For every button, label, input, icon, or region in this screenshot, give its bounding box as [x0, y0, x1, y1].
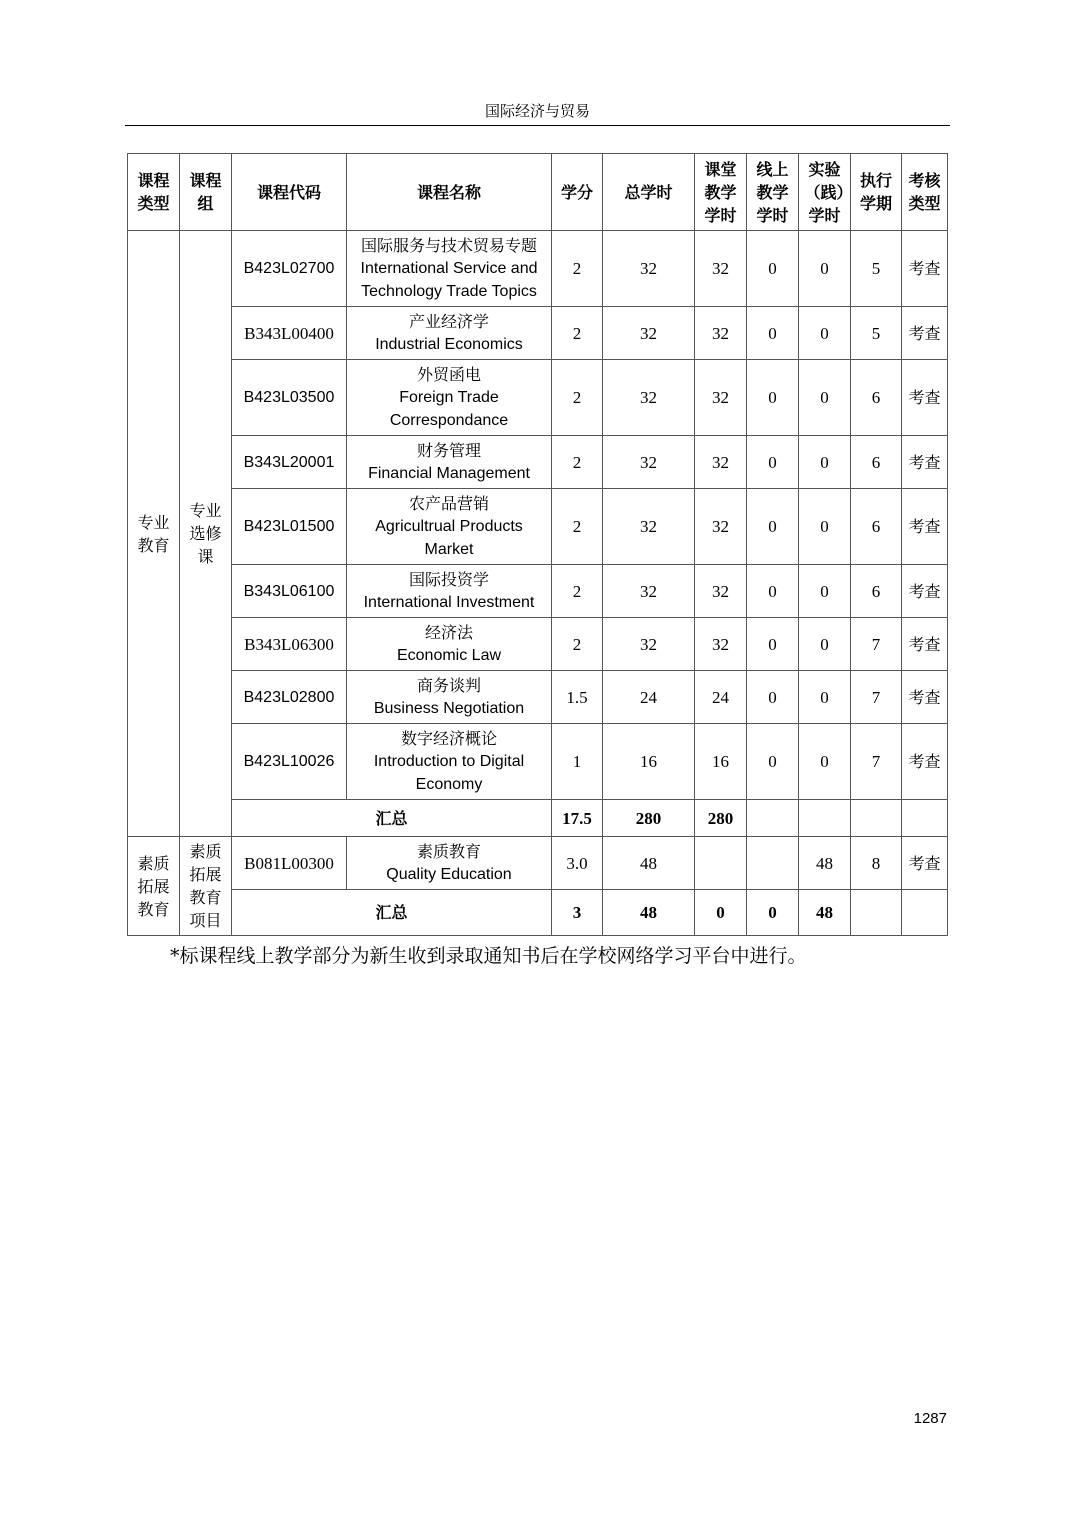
table-row — [128, 307, 948, 360]
course-name — [347, 360, 552, 436]
summary-online-hours — [747, 800, 799, 837]
table-row — [128, 489, 948, 565]
class-hours-cell: 32 — [695, 360, 747, 436]
semester-cell: 6 — [851, 360, 902, 436]
class-hours-cell: 24 — [695, 671, 747, 724]
col-header: 课程代码 — [232, 154, 347, 231]
total-hours-cell: 32 — [603, 489, 695, 565]
online-hours-cell: 0 — [747, 307, 799, 360]
credits-cell: 2 — [552, 618, 603, 671]
credits-cell: 3.0 — [552, 837, 603, 890]
course-name — [347, 489, 552, 565]
exam-type-cell: 考查 — [902, 489, 948, 565]
lab-hours-cell: 0 — [799, 565, 851, 618]
lab-hours-cell: 48 — [799, 837, 851, 890]
col-header: 执行学期 — [851, 154, 902, 231]
course-table — [127, 153, 948, 936]
course-name-en: Financial Management — [368, 465, 530, 482]
lab-hours-cell: 0 — [799, 360, 851, 436]
summary-row — [128, 890, 948, 936]
page-number: 1287 — [913, 1410, 947, 1427]
table-row — [128, 565, 948, 618]
course-name-en: Foreign Trade Correspondance — [389, 389, 509, 429]
online-hours-cell: 0 — [747, 436, 799, 489]
online-hours-cell: 0 — [747, 618, 799, 671]
total-hours-cell: 32 — [603, 565, 695, 618]
col-header: 课程名称 — [347, 154, 552, 231]
course-name-en: International Investment — [363, 594, 535, 611]
col-header: 课程类型 — [128, 154, 180, 231]
total-hours-cell: 48 — [603, 837, 695, 890]
semester-cell: 7 — [851, 618, 902, 671]
class-hours-cell: 32 — [695, 436, 747, 489]
course-code: B343L20001 — [232, 436, 347, 489]
summary-semester — [851, 800, 902, 837]
course-name-en: Economic Law — [396, 647, 502, 664]
course-name-cn: 商务谈判 — [416, 676, 481, 695]
semester-cell: 7 — [851, 724, 902, 800]
credits-cell: 2 — [552, 307, 603, 360]
course-name-en: Agricultrual Products Market — [375, 518, 523, 558]
course-group-cell: 素质拓展教育项目 — [180, 837, 232, 936]
exam-type-cell: 考查 — [902, 436, 948, 489]
lab-hours-cell: 0 — [799, 724, 851, 800]
summary-class-hours: 280 — [695, 800, 747, 837]
footnote: *标课程线上教学部分为新生收到录取通知书后在学校网络学习平台中进行。 — [170, 945, 807, 967]
course-name-cn: 数字经济概论 — [400, 729, 497, 748]
class-hours-cell: 32 — [695, 489, 747, 565]
course-name — [347, 231, 552, 307]
online-hours-cell — [747, 837, 799, 890]
online-hours-cell: 0 — [747, 489, 799, 565]
total-hours-cell: 32 — [603, 231, 695, 307]
summary-total-hours: 48 — [603, 890, 695, 936]
online-hours-cell: 0 — [747, 231, 799, 307]
class-hours-cell: 32 — [695, 231, 747, 307]
col-header: 线上教学学时 — [747, 154, 799, 231]
course-name-en: International Service and Technology Trade Topics — [360, 260, 538, 300]
course-name-en: Industrial Economics — [375, 336, 523, 353]
summary-label: 汇总 — [232, 800, 552, 837]
online-hours-cell: 0 — [747, 671, 799, 724]
online-hours-cell: 0 — [747, 360, 799, 436]
course-name — [347, 671, 552, 724]
course-name — [347, 307, 552, 360]
exam-type-cell: 考查 — [902, 837, 948, 890]
summary-label: 汇总 — [232, 890, 552, 936]
course-code: B343L00400 — [232, 307, 347, 360]
lab-hours-cell: 0 — [799, 436, 851, 489]
col-header: 考核类型 — [902, 154, 948, 231]
page-header: 国际经济与贸易 — [125, 100, 950, 126]
credits-cell: 1 — [552, 724, 603, 800]
summary-lab-hours: 48 — [799, 890, 851, 936]
course-type-cell: 素质拓展教育 — [128, 837, 180, 936]
exam-type-cell: 考查 — [902, 360, 948, 436]
total-hours-cell: 32 — [603, 360, 695, 436]
lab-hours-cell: 0 — [799, 307, 851, 360]
course-name — [347, 724, 552, 800]
class-hours-cell — [695, 837, 747, 890]
summary-class-hours: 0 — [695, 890, 747, 936]
course-name-cn: 国际服务与技术贸易专题 — [360, 236, 537, 255]
summary-credits: 17.5 — [552, 800, 603, 837]
course-code: B423L01500 — [232, 489, 347, 565]
exam-type-cell: 考查 — [902, 565, 948, 618]
exam-type-cell: 考查 — [902, 307, 948, 360]
lab-hours-cell: 0 — [799, 231, 851, 307]
course-code: B423L10026 — [232, 724, 347, 800]
course-type-cell: 专业教育 — [128, 231, 180, 837]
course-code: B081L00300 — [232, 837, 347, 890]
semester-cell: 7 — [851, 671, 902, 724]
credits-cell: 2 — [552, 565, 603, 618]
col-header: 实验（践）学时 — [799, 154, 851, 231]
course-name-cn: 国际投资学 — [408, 570, 489, 589]
lab-hours-cell: 0 — [799, 671, 851, 724]
course-name — [347, 618, 552, 671]
credits-cell: 1.5 — [552, 671, 603, 724]
semester-cell: 6 — [851, 436, 902, 489]
total-hours-cell: 32 — [603, 307, 695, 360]
summary-exam-type — [902, 800, 948, 837]
semester-cell: 5 — [851, 231, 902, 307]
exam-type-cell: 考查 — [902, 231, 948, 307]
table-row — [128, 724, 948, 800]
summary-total-hours: 280 — [603, 800, 695, 837]
table-row — [128, 618, 948, 671]
course-name — [347, 565, 552, 618]
course-code: B343L06300 — [232, 618, 347, 671]
course-name-cn: 外贸函电 — [416, 365, 481, 384]
online-hours-cell: 0 — [747, 724, 799, 800]
course-name — [347, 837, 552, 890]
course-group-cell: 专业选修课 — [180, 231, 232, 837]
table-row — [128, 360, 948, 436]
class-hours-cell: 32 — [695, 565, 747, 618]
table-row — [128, 671, 948, 724]
summary-exam-type — [902, 890, 948, 936]
class-hours-cell: 32 — [695, 307, 747, 360]
credits-cell: 2 — [552, 231, 603, 307]
table-row — [128, 837, 948, 890]
semester-cell: 6 — [851, 489, 902, 565]
course-name-en: Introduction to Digital Economy — [373, 753, 525, 793]
summary-online-hours: 0 — [747, 890, 799, 936]
course-name-cn: 素质教育 — [416, 842, 481, 861]
class-hours-cell: 32 — [695, 618, 747, 671]
exam-type-cell: 考查 — [902, 618, 948, 671]
course-name-cn: 农产品营销 — [408, 494, 489, 513]
col-header: 总学时 — [603, 154, 695, 231]
exam-type-cell: 考查 — [902, 671, 948, 724]
course-name — [347, 436, 552, 489]
online-hours-cell: 0 — [747, 565, 799, 618]
course-name-cn: 经济法 — [424, 623, 473, 642]
semester-cell: 8 — [851, 837, 902, 890]
credits-cell: 2 — [552, 489, 603, 565]
table-row — [128, 231, 948, 307]
class-hours-cell: 16 — [695, 724, 747, 800]
total-hours-cell: 24 — [603, 671, 695, 724]
col-header: 课堂教学学时 — [695, 154, 747, 231]
col-header: 课程组 — [180, 154, 232, 231]
semester-cell: 5 — [851, 307, 902, 360]
semester-cell: 6 — [851, 565, 902, 618]
course-code: B423L03500 — [232, 360, 347, 436]
summary-credits: 3 — [552, 890, 603, 936]
summary-semester — [851, 890, 902, 936]
total-hours-cell: 32 — [603, 618, 695, 671]
summary-lab-hours — [799, 800, 851, 837]
course-name-en: Business Negotiation — [373, 700, 525, 717]
course-code: B343L06100 — [232, 565, 347, 618]
exam-type-cell: 考查 — [902, 724, 948, 800]
course-name-en: Quality Education — [386, 866, 512, 883]
table-row — [128, 436, 948, 489]
table-header-row — [128, 154, 948, 231]
total-hours-cell: 16 — [603, 724, 695, 800]
lab-hours-cell: 0 — [799, 618, 851, 671]
course-name-cn: 产业经济学 — [408, 312, 489, 331]
course-code: B423L02800 — [232, 671, 347, 724]
total-hours-cell: 32 — [603, 436, 695, 489]
course-code: B423L02700 — [232, 231, 347, 307]
course-name-cn: 财务管理 — [416, 441, 481, 460]
summary-row — [128, 800, 948, 837]
credits-cell: 2 — [552, 360, 603, 436]
col-header: 学分 — [552, 154, 603, 231]
lab-hours-cell: 0 — [799, 489, 851, 565]
credits-cell: 2 — [552, 436, 603, 489]
